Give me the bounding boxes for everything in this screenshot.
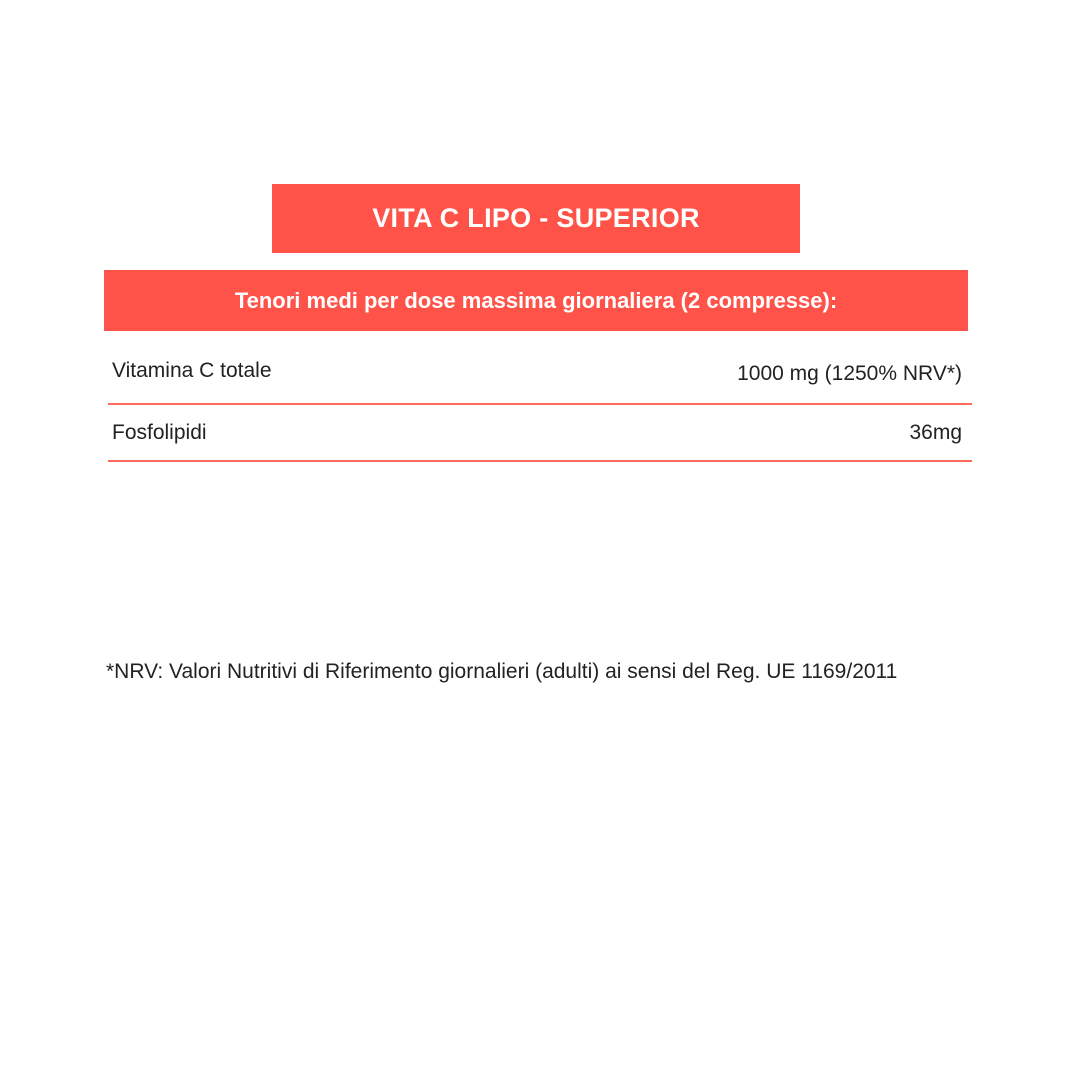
table-header: Tenori medi per dose massima giornaliera (2 compresse):: [104, 270, 968, 331]
nutrient-name: Vitamina C totale: [112, 359, 272, 382]
product-title: VITA C LIPO - SUPERIOR: [272, 184, 800, 253]
table-row: [108, 405, 972, 462]
nutrient-name: Fosfolipidi: [112, 421, 207, 444]
nutrient-value: 36mg: [909, 421, 962, 444]
footnote: *NRV: Valori Nutritivi di Riferimento giornalieri (adulti) ai sensi del Reg. UE 1169/2011: [106, 660, 898, 683]
table-row: [108, 331, 972, 405]
nutrient-value: 1000 mg (1250% NRV*): [737, 362, 962, 385]
